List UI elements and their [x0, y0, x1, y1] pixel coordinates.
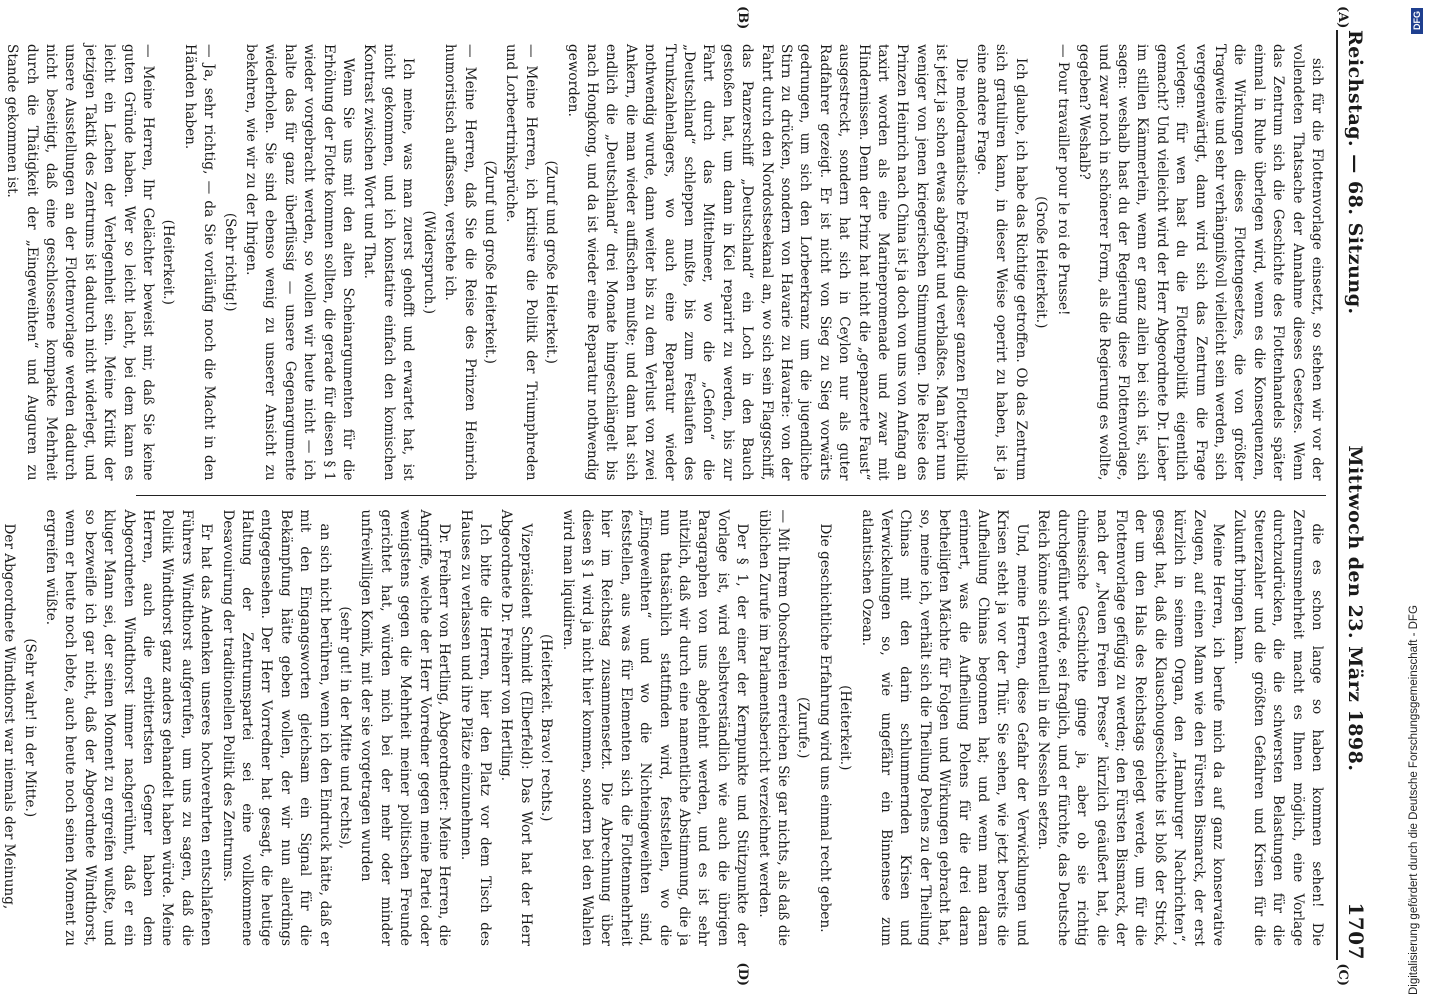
paragraph: — Ja, sehr richtig, — da Sie vorläufig noch die Macht in den Händen haben. [181, 44, 218, 481]
stage-direction: (Heiterkeit.) [837, 685, 854, 771]
digitization-credit [1400, 0, 1434, 1000]
stage-direction: (Heiterkeit.) [160, 219, 177, 305]
paragraph: — Meine Herren, ich kritisire die Politik der Triumphreden und Lorbeertrinksprüche. [503, 44, 539, 481]
paragraph: Die melodramatische Eröffnung dieser ganzen Flottenpolitik ist jetzt ja schon etwas abgetönt und verblaßtes. Man hört nun weniger von jenen kriegerischen Stimmungen. Die Reise des Prinzen Heinrich nach China ist ja doch von uns von Anfang an taxirt worden als eine Marinepromenade und zwar mit Hindernissen. Denn der Prinz hat nicht die „gepanzerte Faust“ ausgestreckt, sondern hat sich in Ceylon nur als guter Radfahrer gezeigt. Er ist nicht von Sieg zu Sieg vorwärts gedrungen, um sich den Lorbeerkranz um die jugendliche Stirn zu drücken, sondern von Havarie zu Havarie: von der Fahrt durch den Nordostseekanal an, wo sich sein Flaggschiff, das Panzerschiff „Deutschland“ ein Loch in den Bauch gestoßen hat, um dann in Kiel reparirt zu werden, bis zur Fahrt durch das Mittelmeer, wo die „Gefion“ die „Deutschland“ schleppen mußte, bis zum Festlaufen des Trunkzahlenlagers, wo auch eine Reparatur wieder nothwendig wurde, dann weiter bis zu dem Verlust von zwei Ankern, die man wieder auffischen mußte; und dann hat sich endlich die „Deutschland“ drei Monate hingeschlängelt bis nach Hongkong, und da ist wieder eine Reparatur nothwendig geworden. [564, 44, 969, 481]
paragraph: — Pour travailler pour le roi de Prusse! [1054, 44, 1071, 316]
paragraph: Der § 1, der einer der Kernpunkte und Stützpunkte der Vorlage ist, wird selbstverständlich wie auch die übrigen Paragraphen von uns abgelehnt werden, und es ist sehr nützlich, daß wir durch eine namentliche Abstimmung, die ja nun thatsächlich stattfinden wird, feststellen, wo die „Eingeweihten“ und wo die Nichteingeweihten sind, feststellen, aus was für Elementen sich die Flottenmehrheit hier im Reichstag zusammensetzt. Die Abrechnung über diesen § 1 wird ja nicht hier kommen, sondern bei den Wahlen wird man liquidiren. [559, 509, 751, 946]
stage-direction: (Zurufe.) [795, 697, 812, 759]
paragraph: — Meine Herren, daß Sie die Reise des Prinzen Heinrich humoristisch auffassen, verstehe ich. [442, 44, 478, 481]
margin-marker-c: (C) [1335, 963, 1350, 986]
paragraph: — Mit Ihrem Ohoschreien erreichen Sie gar nichts, als daß die üblichen Zurufe im Parlamentsbericht verzeichnet werden. [755, 509, 792, 946]
text-columns [1, 30, 1326, 960]
paragraph: die es schon lange so haben kommen sehen! Die Zentrumsmehrheit macht es Ihnen möglich, eine Vorlage durchzudrücken, die die schwersten Belastungen für die Steuerzahler und die größten Gefahren und Krisen für die Zukunft bringen kann. [1231, 509, 1325, 946]
paragraph: Ich glaube, ich habe das Richtige getroffen. Ob das Zentrum sich gratuliren kann, in dieser Weise operirt zu haben, ist ja eine andere Frage. [974, 44, 1029, 481]
header-date: Mittwoch den 23. März 1898. [1344, 445, 1366, 772]
paragraph: Der Abgeordnete Windthorst war niemals der Meinung, [1, 523, 18, 910]
stage-direction: (Zuruf und große Heiterkeit.) [481, 160, 498, 364]
paragraph: Vizepräsident Schmidt (Elberfeld): Das Wort hat der Herr Abgeordnete Dr. Freiherr von Hertling. [498, 509, 534, 946]
header-session: Reichstag. — 68. Sitzung. [1344, 30, 1366, 315]
paragraph: sich für die Flottenvorlage einsetzt, so stehen wir vor der vollendeten Thatsache der Annahme dieses Gesetzes. Wenn das Zentrum sich die Geschichte des Flottenhandels später einmal in Ruhe überlegen wird, wenn es die Konsequenzen, die Wirkungen dieses Flottengesetzes, die von größter Tragweite und sehr verhängnißvoll vielleicht sein werden, sich vergegenwärtigt, dann wird sich das Zentrum die Frage vorlegen: für wen hast du die Flottenpolitik eigentlich gemacht? Und vielleicht wird der Herr Abgeordnete Dr. Lieber im stillen Kämmerlein, wenn er ganz allein bei sich ist, sich sagen: weshalb hast du der Regierung diese Flottenvorlage, und zwar noch in schönerer Form, als die Regierung es wollte, gegeben? Weshalb? [1076, 44, 1325, 481]
paragraph: an sich nicht berühren, wenn ich den Eindruck hätte, daß er mit den Eingangsworten gleichsam ein Signal für die Bekämpfung hätte geben wollen, der wir nun allerdings entgegensehen. Der Herr Vorredner hat gesagt, die heutige Haltung der Zentrumspartei sei eine vollkommene Desavouirung der traditionellen Politik des Zentrums. [219, 509, 333, 946]
right-column [1, 496, 1326, 961]
margin-marker-a: (A) [1335, 6, 1350, 29]
stage-direction: (Große Heiterkeit.) [1033, 196, 1050, 329]
paragraph: Dr. Freiherr von Hertling, Abgeordneter: Meine Herren, die Angriffe, welche der Herr Vorredner gegen meine Partei oder wenigstens gegen die Mehrheit meiner politischen Freunde gerichtet hat, würden mich bei der mehr oder minder unfreiwilligen Komik, mit der sie vorgetragen wurden [358, 509, 453, 946]
margin-marker-b: (B) [735, 6, 750, 30]
paragraph: — Meine Herren, Ihr Gelächter beweist mir, daß Sie keine guten Gründe haben. Wer so leicht lacht, bei dem kann es leicht ein Lachen der Verlegenheit sein. Meine Kritik der jetzigen Taktik des Zentrums ist dadurch nicht widerlegt, und unsere Ausstellungen an der Flottenvorlage werden dadurch nicht beseitigt, daß eine geschlossene kompakte Mehrheit durch die Thätigkeit der „Eingeweihten“ und Auguren zu Stande gekommen ist. [4, 44, 157, 481]
dfg-logo: DFG [1411, 8, 1423, 34]
left-column [4, 30, 1326, 496]
paragraph: Wenn Sie uns mit den alten Scheinargumenten für die Erhöhung der Flotte kommen sollten, die gerade für diesen § 1 wieder vorgebracht werden, so wollen wir heute nicht — ich halte das für ganz überflüssig — unsere Gegenargumente wiederholen. Sie sind ebenso wenig zu unserer Ansicht zu bekehren, wie wir zu der Ihrigen. [243, 44, 357, 481]
stage-direction: (Widerspruch.) [420, 210, 437, 315]
paragraph: Ich meine, was man zuerst gehofft und erwartet hat, ist nicht gekommen, und ich konstatire einfach den komischen Kontrast zwischen Wort und That. [361, 44, 417, 481]
stage-direction: (sehr gut! in der Mitte und rechts), [337, 606, 354, 850]
paragraph: Meine Herren, ich berufe mich da auf ganz konservative Zeugen, auf einen Mann wie den Fürsten Bismarck, der erst kürzlich in seinem Organ, den „Hamburger Nachrichten“, gesagt hat, daß die Klauschougeschichte ist bloß der Strick, der um den Hals des Reichstags gelegt werde, um für die Flottenvorlage gefügig zu werden; den Fürsten Bismarck, der nach der „Neuen Freien Presse“ kürzlich geäußert hat, die chinesische Geschichte ginge ja, aber ob sie richtig durchgeführt würde, sei fraglich, und er fürchte, das Deutsche Reich könne sich eventuell in die Nesseln setzen. [1035, 509, 1226, 946]
stage-direction: (Sehr richtig!) [221, 212, 238, 312]
page-header [1336, 30, 1368, 960]
stage-direction: (Sehr wahr! in der Mitte.) [21, 638, 38, 818]
page-number: 1707 [1344, 902, 1368, 960]
paragraph: Und, meine Herren, diese Gefahr der Verwicklungen und Krisen steht ja vor der Thür. Sie sehen, wie jetzt bereits die Aufheilung Chinas begonnen hat; und wenn man daran erinnert, was die Aufheilung Polens für die drei daran betheiligten Mächte für Folgen und Wirkungen gebracht hat, so, meine ich, verhält sich die Theilung Polens zu der Theilung Chinas mit den darin schlummernden Krisen und Verwickelungen so, wie ungefähr ein Binnensee zum atlantischen Ozean. [858, 509, 1030, 946]
paragraph: Die geschichtliche Erfahrung wird uns einmal recht geben. [816, 523, 833, 933]
paragraph: Er hat das Andenken unseres hochverehrten entschlafenen Führers Windthorst aufgerufen, um uns zu sagen, daß die Politik Windthorst ganz anders gehandelt haben würde. Meine Herren, auch die erbittertsten Gegner haben dem Abgeordneten Windthorst immer nachgerühmt, daß er ein kluger Mann sei, der seinen Moment zu ergreifen wußte, und so bezweifle ich gar nicht, daß der Abgeordnete Windthorst, wenn er heute noch lebte, auch heute noch seinen Moment zu ergreifen wüßte. [43, 509, 215, 946]
paragraph: Ich bitte die Herren, hier den Platz vor dem Tisch des Hauses zu verlassen und ihre Plätze einzunehmen. [457, 509, 493, 946]
newspaper-page [1, 0, 1390, 990]
stage-direction: (Heiterkeit. Bravo! rechts.) [538, 633, 555, 822]
margin-marker-d: (D) [735, 962, 750, 986]
credit-text: Digitalisierung gefördert durch die Deutsche Forschungsgemeinschaft - DFG [1408, 605, 1420, 995]
stage-direction: (Zuruf und große Heiterkeit.) [543, 160, 560, 364]
